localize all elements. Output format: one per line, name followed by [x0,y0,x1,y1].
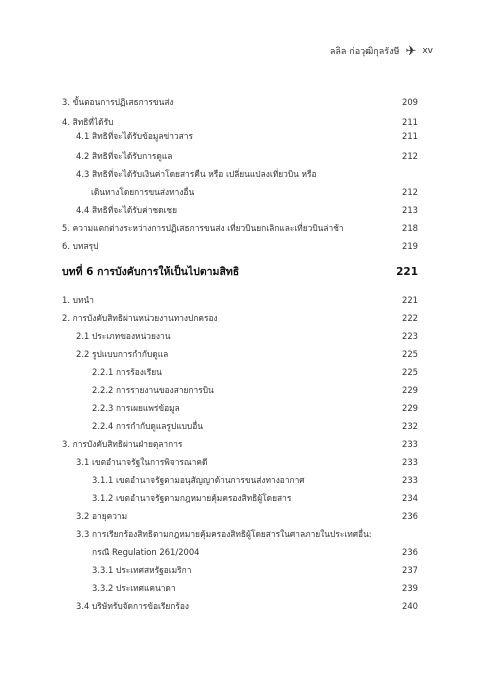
toc-entry-title: 4. สิทธิที่ได้รับ [62,117,114,127]
toc-entry-title: 2.2.3 การเผยแพร่ข้อมูล [92,403,180,413]
toc-entry [76,168,418,180]
toc-entry-title: 3.1.1 เขตอำนาจรัฐตามอนุสัญญาด้านการขนส่งทางอากาศ [92,475,305,485]
toc-entry [62,294,418,306]
toc-entry-title: 3.3.1 ประเทศสหรัฐอเมริกา [92,565,192,575]
toc-entry-page: 223 [402,331,418,341]
toc-entry [92,582,418,594]
toc-entry-page: 219 [402,241,418,251]
toc-entry-title: 3.4 บริษัทรับจัดการข้อเรียกร้อง [76,601,189,611]
toc-entry [92,564,418,576]
toc-entry-page: 211 [402,117,418,127]
toc-entry [76,204,418,216]
toc-entry [76,456,418,468]
toc-entry-title: 4.2 สิทธิที่จะได้รับการดูแล [76,151,173,161]
toc-entry [92,546,418,558]
toc-entry-page: 225 [402,367,418,377]
toc-entry-title: 3.3.2 ประเทศแคนาดา [92,583,176,593]
toc-entry-title: 2.1 ประเภทของหน่วยงาน [76,331,171,341]
running-header [330,44,433,58]
toc-entry [92,474,418,486]
toc-entry-page: 237 [402,565,418,575]
toc-entry-page: 212 [402,187,418,197]
toc-entry [62,116,418,128]
toc-entry-title: 4.1 สิทธิที่จะได้รับข้อมูลข่าวสาร [76,131,193,141]
toc-entry-page: 209 [402,97,418,107]
toc-entry [76,330,418,342]
toc-entry [62,240,418,252]
toc-entry [76,510,418,522]
toc-entry-title: 1. บทนำ [62,295,94,305]
toc-entry [62,222,418,234]
toc-entry [62,312,418,324]
toc-entry-page: 236 [402,547,418,557]
toc-entry [76,600,418,612]
toc-entry-title: 3.1 เขตอำนาจรัฐในการพิจารณาคดี [76,457,208,467]
toc-entry [76,528,418,540]
toc-entry-title: 5. ความแตกต่างระหว่างการปฏิเสธการขนส่ง เที่ยวบินยกเลิกและเที่ยวบินล่าช้า [62,223,344,233]
toc-entry-title: 2.2 รูปแบบการกำกับดูแล [76,349,169,359]
chapter-title: บทที่ 6 การบังคับการให้เป็นไปตามสิทธิ [62,266,240,278]
toc-entry [76,150,418,162]
toc-entry-title: 3.3 การเรียกร้องสิทธิตามกฎหมายคุ้มครองสิทธิผู้โดยสารในศาลภายในประเทศอื่น: [76,529,372,539]
toc-entry [91,186,418,198]
toc-entry [76,348,418,360]
toc-entry-page: 234 [402,493,418,503]
toc-entry-title: 2.2.4 การกำกับดูแลรูปแบบอื่น [92,421,203,431]
toc-entry-title: 3.1.2 เขตอำนาจรัฐตามกฎหมายคุ้มครองสิทธิผู้โดยสาร [92,493,292,503]
toc-entry [92,384,418,396]
chapter-page: 221 [396,266,418,278]
airplane-icon: ✈ [405,43,417,59]
toc-entry-page: 239 [402,583,418,593]
toc-entry [92,492,418,504]
toc-entry-page: 229 [402,385,418,395]
toc-entry-title: 4.3 สิทธิที่จะได้รับเงินค่าโดยสารคืน หรือ เปลี่ยนแปลงเที่ยวบิน หรือ [76,169,317,179]
toc-entry-page: 221 [402,295,418,305]
toc-entry-page: 236 [402,511,418,521]
chapter-heading [62,266,418,278]
toc-entry-title: 3. ขั้นตอนการปฏิเสธการขนส่ง [62,97,174,107]
toc-entry-page: 213 [402,205,418,215]
toc-entry-page: 240 [402,601,418,611]
toc-entry-page: 233 [402,457,418,467]
toc-entry-page: 225 [402,349,418,359]
page-number: xv [422,46,433,56]
toc-entry-title: 6. บทสรุป [62,241,99,251]
toc-entry [92,420,418,432]
toc-entry-page: 211 [402,131,418,141]
toc-entry-page: 232 [402,421,418,431]
toc-entry-page: 233 [402,439,418,449]
toc-entry-title: 3. การบังคับสิทธิผ่านฝ่ายตุลาการ [62,439,183,449]
toc-entry-page: 212 [402,151,418,161]
toc-entry [62,438,418,450]
toc-entry-title: 2.2.1 การร้องเรียน [92,367,162,377]
toc-entry-title: เดินทางโดยการขนส่งทางอื่น [91,187,195,197]
toc-entry [62,96,418,108]
toc-entry-title: 2. การบังคับสิทธิผ่านหน่วยงานทางปกครอง [62,313,218,323]
author-name: ลลิล ก่อวุฒิกุลรังษี [329,47,400,57]
toc-entry-page: 222 [402,313,418,323]
toc-entry-title: 3.2 อายุความ [76,511,128,521]
toc-entry [76,130,418,142]
toc-entry-page: 218 [402,223,418,233]
toc-entry-title: 4.4 สิทธิที่จะได้รับค่าชดเชย [76,205,177,215]
toc-entry-page: 229 [402,403,418,413]
toc-entry-title: 2.2.2 การรายงานของสายการบิน [92,385,214,395]
toc-entry-page: 233 [402,475,418,485]
toc-entry-title: กรณี Regulation 261/2004 [92,547,200,557]
toc-entry [92,402,418,414]
toc-entry [92,366,418,378]
